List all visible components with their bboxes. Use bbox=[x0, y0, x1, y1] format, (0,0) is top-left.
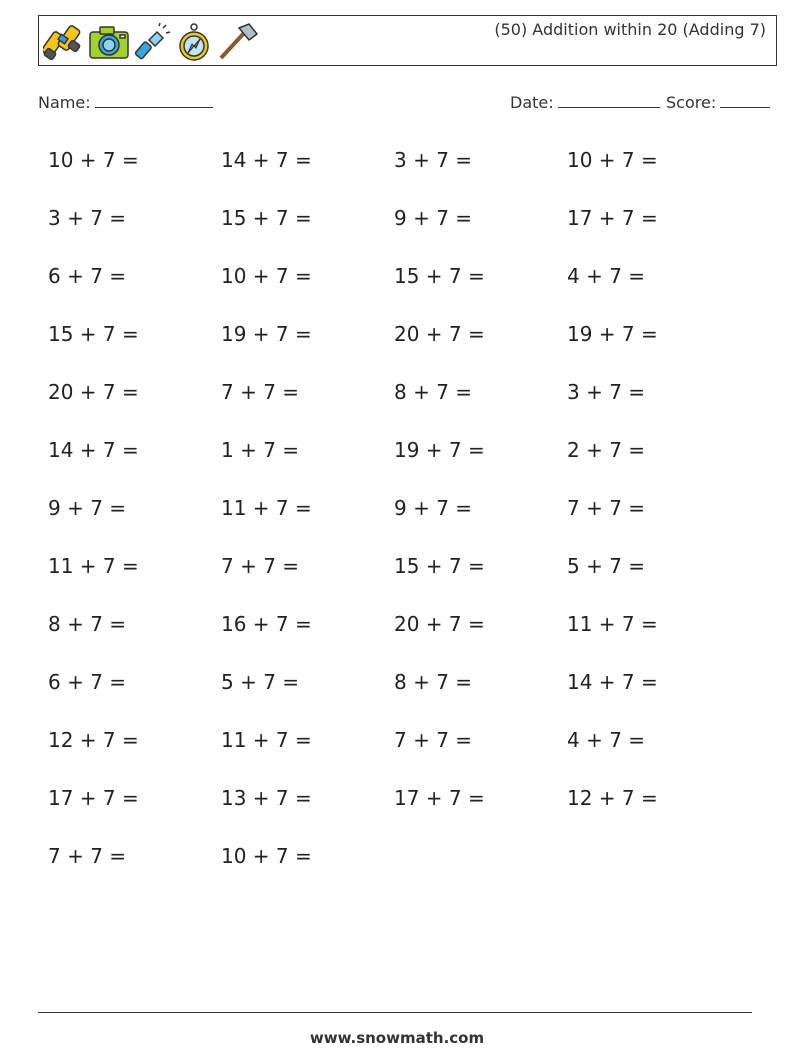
problem-item: 19 + 7 = bbox=[394, 438, 485, 462]
problem-item: 15 + 7 = bbox=[394, 554, 485, 578]
problem-item: 7 + 7 = bbox=[48, 844, 127, 868]
problem-item: 16 + 7 = bbox=[221, 612, 312, 636]
problem-item: 7 + 7 = bbox=[394, 728, 473, 752]
problem-item: 7 + 7 = bbox=[221, 554, 300, 578]
problem-item: 20 + 7 = bbox=[394, 612, 485, 636]
problem-item: 14 + 7 = bbox=[567, 670, 658, 694]
problem-item: 2 + 7 = bbox=[567, 438, 646, 462]
problem-item: 13 + 7 = bbox=[221, 786, 312, 810]
score-label: Score: bbox=[666, 93, 717, 112]
problem-item: 12 + 7 = bbox=[567, 786, 658, 810]
problem-item: 14 + 7 = bbox=[48, 438, 139, 462]
problem-item: 4 + 7 = bbox=[567, 728, 646, 752]
name-label: Name: bbox=[38, 93, 91, 112]
problem-item: 11 + 7 = bbox=[567, 612, 658, 636]
problem-item: 11 + 7 = bbox=[48, 554, 139, 578]
problem-item: 17 + 7 = bbox=[394, 786, 485, 810]
problem-item: 9 + 7 = bbox=[394, 206, 473, 230]
problem-item: 10 + 7 = bbox=[221, 264, 312, 288]
problem-item: 17 + 7 = bbox=[48, 786, 139, 810]
problem-item: 19 + 7 = bbox=[221, 322, 312, 346]
problem-item: 6 + 7 = bbox=[48, 264, 127, 288]
footer-divider bbox=[38, 1012, 752, 1013]
problem-item: 11 + 7 = bbox=[221, 496, 312, 520]
problem-item: 20 + 7 = bbox=[48, 380, 139, 404]
problem-item: 15 + 7 = bbox=[394, 264, 485, 288]
problem-item: 12 + 7 = bbox=[48, 728, 139, 752]
problem-item: 8 + 7 = bbox=[48, 612, 127, 636]
problem-item: 14 + 7 = bbox=[221, 148, 312, 172]
problem-item: 3 + 7 = bbox=[567, 380, 646, 404]
problem-item: 9 + 7 = bbox=[394, 496, 473, 520]
problem-item: 15 + 7 = bbox=[221, 206, 312, 230]
problem-item: 6 + 7 = bbox=[48, 670, 127, 694]
problem-item: 7 + 7 = bbox=[221, 380, 300, 404]
problem-item: 10 + 7 = bbox=[48, 148, 139, 172]
problem-item: 10 + 7 = bbox=[221, 844, 312, 868]
problem-item: 4 + 7 = bbox=[567, 264, 646, 288]
problem-item: 10 + 7 = bbox=[567, 148, 658, 172]
problem-item: 3 + 7 = bbox=[394, 148, 473, 172]
problem-item: 11 + 7 = bbox=[221, 728, 312, 752]
problem-item: 7 + 7 = bbox=[567, 496, 646, 520]
problem-item: 5 + 7 = bbox=[221, 670, 300, 694]
problem-item: 9 + 7 = bbox=[48, 496, 127, 520]
problem-item: 20 + 7 = bbox=[394, 322, 485, 346]
date-label: Date: bbox=[510, 93, 554, 112]
worksheet-title: (50) Addition within 20 (Adding 7) bbox=[494, 20, 766, 39]
problem-item: 3 + 7 = bbox=[48, 206, 127, 230]
problem-item: 8 + 7 = bbox=[394, 380, 473, 404]
problem-item: 1 + 7 = bbox=[221, 438, 300, 462]
problem-item: 15 + 7 = bbox=[48, 322, 139, 346]
problem-item: 17 + 7 = bbox=[567, 206, 658, 230]
problem-item: 19 + 7 = bbox=[567, 322, 658, 346]
footer-site: www.snowmath.com bbox=[309, 1029, 485, 1047]
problem-item: 8 + 7 = bbox=[394, 670, 473, 694]
problem-item: 5 + 7 = bbox=[567, 554, 646, 578]
